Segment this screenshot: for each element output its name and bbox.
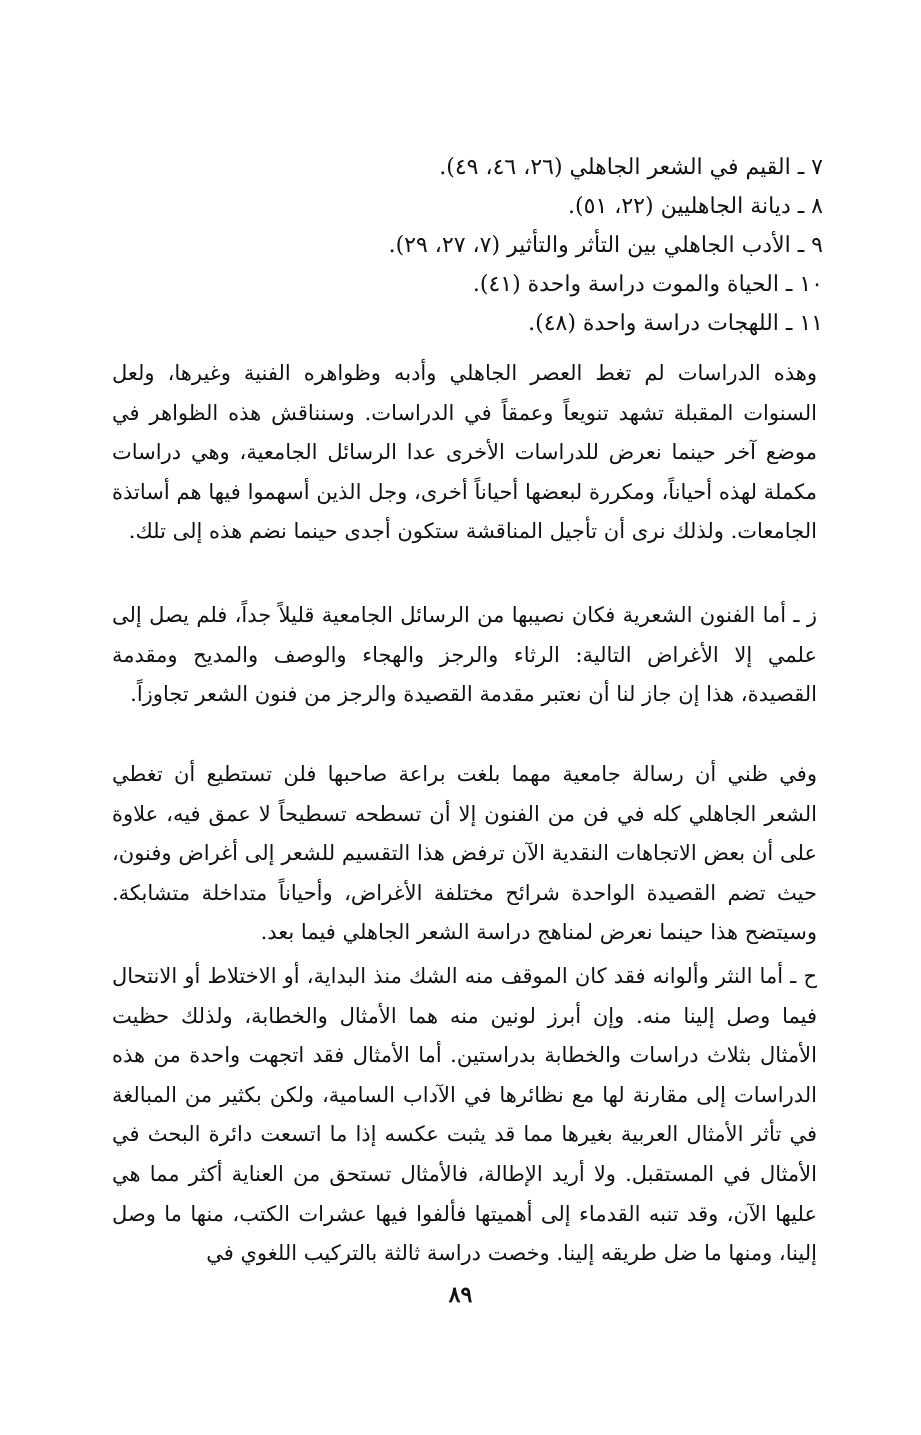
paragraph-opinion: وفي ظني أن رسالة جامعية مهما بلغت براعة صاحبها فلن تستطيع أن تغطي الشعر الجاهلي كله في فن من الفنون إلا أن تسطحه تسطيحاً لا عمق فيه، علاوة على أن بعض الاتجاهات النقدية الآن ترفض هذا التقسيم للشعر إلى أغراض وفنون، حيث تضم القصيدة الواحدة شرائح مختلفة الأغراض، وأحياناً متداخلة متشابكة. وسيتضح هذا حينما نعرض لمناهج دراسة الشعر الجاهلي فيما بعد. <box>112 762 817 945</box>
paragraph-prose: ح ـ أما النثر وألوانه فقد كان الموقف منه الشك منذ البداية، أو الاختلاط أو الانتحال فيما وصل إلينا منه. وإن أبرز لونين منه هما الأمثال والخطابة، ولذلك حظيت الأمثال بثلاث دراسات والخطابة بدراستين. أما الأمثال فقد اتجهت واحدة من هذه الدراسات إلى مقارنة لها مع نظائرها في الآداب السامية، ولكن بكثير من المبالغة في تأثر الأمثال العربية بغيرها مما قد يثبت عكسه إذا ما اتسعت دائرة البحث في الأمثال في المستقبل. ولا أريد الإطالة، فالأمثال تستحق من العناية أكثر مما هي عليها الآن، وقد تنبه القدماء إلى أهميتها فألفوا فيها عشرات الكتب، منها ما وصل إلينا، ومنها ما ضل طريقه إلينا. وخصت دراسة ثالثة بالتركيب اللغوي في <box>112 964 817 1266</box>
paragraph-studies-coverage: وهذه الدراسات لم تغط العصر الجاهلي وأدبه وظواهره الفنية وغيرها، ولعل السنوات المقبلة تشهد تنويعاً وعمقاً في الدراسات. وسنناقش هذه الظواهر في موضع آخر حينما نعرض للدراسات الأخرى عدا الرسائل الجامعية، وهي دراسات مكملة لهذه أحياناً، ومكررة لبعضها أحياناً أخرى، وجل الذين أسهموا فيها هم أساتذة الجامعات. ولذلك نرى أن تأجيل المناقشة ستكون أجدى حينما نضم هذه إلى تلك. <box>112 361 817 544</box>
paragraph-poetic-arts: ز ـ أما الفنون الشعرية فكان نصيبها من الرسائل الجامعية قليلاً جداً، فلم يصل إلى علمي إلا الأغراض التالية: الرثاء والرجز والهجاء والوصف والمديح ومقدمة القصيدة، هذا إن جاز لنا أن نعتبر مقدمة القصيدة والرجز من فنون الشعر تجاوزاً. <box>112 603 817 707</box>
list-item: ١٠ ـ الحياة والموت دراسة واحدة (٤١). <box>472 272 823 297</box>
thesis-topics-list <box>123 148 823 343</box>
list-item: ٨ ـ ديانة الجاهليين (٢٢، ٥١). <box>568 194 823 219</box>
page-number: ٨٩ <box>448 1282 473 1308</box>
list-item: ٧ ـ القيم في الشعر الجاهلي (٢٦، ٤٦، ٤٩). <box>439 155 823 180</box>
list-item: ٩ ـ الأدب الجاهلي بين التأثر والتأثير (٧، ٢٧، ٢٩). <box>388 233 823 258</box>
list-item: ١١ ـ اللهجات دراسة واحدة (٤٨). <box>528 311 823 336</box>
